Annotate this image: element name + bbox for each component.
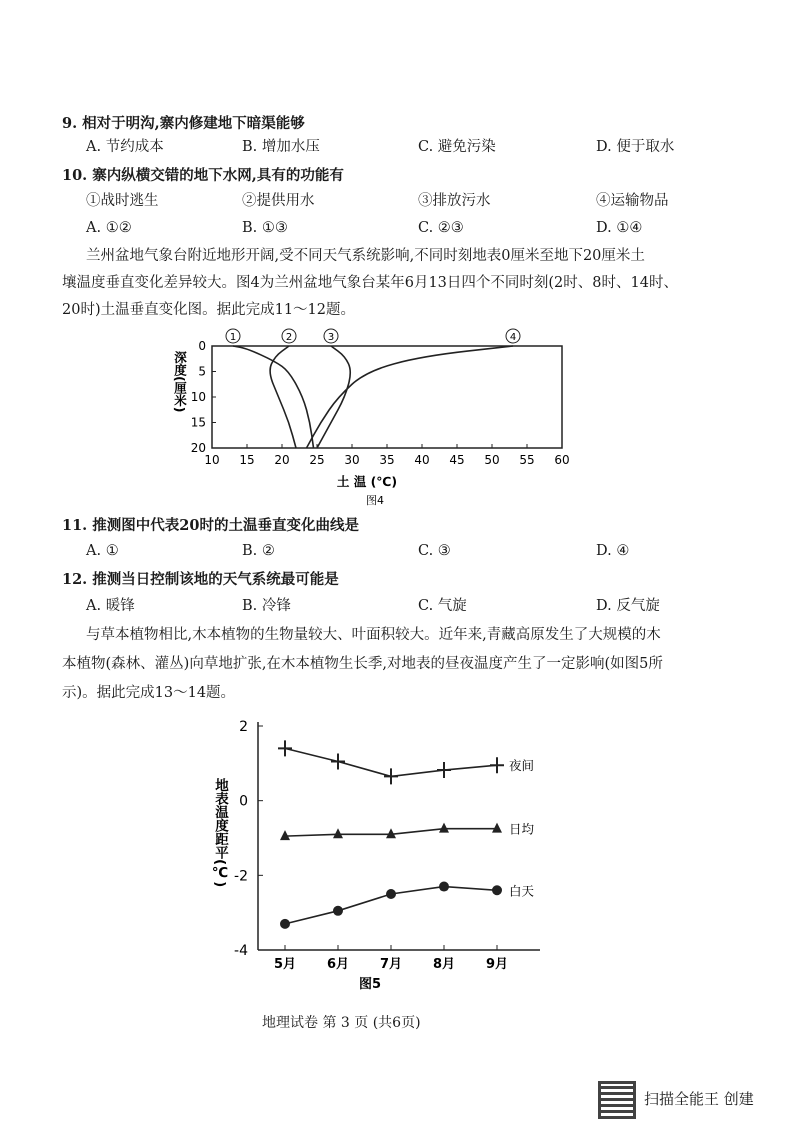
q10-item-4: ④运输物品 [596,193,669,209]
day-marker [333,906,343,916]
q9-option-d: D. 便于取水 [596,139,675,155]
q9-option-c: C. 避免污染 [418,139,496,155]
curve-label: 3 [327,332,335,343]
q11-option-b: B. ② [242,543,275,559]
x-tick-label: 20 [274,453,290,467]
x-tick-label: 5月 [273,957,297,972]
q10-option-c: C. ②③ [418,220,464,236]
q12-stem: 12. 推测当日控制该地的天气系统最可能是 [62,571,339,588]
x-tick-label: 45 [449,453,465,467]
q11-option-d: D. ④ [596,543,630,559]
q11-stem: 11. 推测图中代表20时的土温垂直变化曲线是 [62,517,359,534]
passage1-line-2: 壤温度垂直变化差异较大。图4为兰州盆地气象台某年6月13日四个不同时刻(2时、8时、14时、 [62,275,678,291]
series-label: 白天 [509,883,535,899]
q9-option-a: A. 节约成本 [86,139,164,155]
day-marker [492,885,502,895]
average-marker [280,830,290,840]
night-marker [384,768,398,784]
y-tick-label: -4 [234,943,248,959]
night-marker [437,762,451,778]
q9-stem: 9. 相对于明沟,寨内修建地下暗渠能够 [62,115,305,132]
x-tick-label: 10 [204,453,220,467]
watermark-text: 扫描全能王 创建 [644,1090,754,1108]
figure-5-surface-temp-chart [200,710,580,1000]
y-axis-label: 深度(厘米) [172,351,188,413]
day-marker [280,919,290,929]
y-tick-label: 5 [198,364,206,379]
x-tick-label: 7月 [379,957,403,972]
y-tick-label: 2 [239,719,248,735]
y-tick-label: 0 [198,339,206,353]
figure-4-soil-temp-chart [160,326,590,516]
night-marker [331,753,345,769]
q11-option-a: A. ① [86,543,119,559]
x-tick-label: 15 [239,453,255,467]
q12-option-d: D. 反气旋 [596,598,660,614]
figure-caption: 图4 [366,494,384,507]
x-tick-label: 35 [379,453,395,467]
x-tick-label: 50 [484,453,500,467]
average-marker [333,828,343,838]
q12-option-c: C. 气旋 [418,598,467,614]
y-tick-label: 0 [239,793,248,810]
x-tick-label: 25 [309,453,325,467]
curve-label: 4 [509,332,517,343]
q10-option-d: D. ①④ [596,220,643,236]
x-tick-label: 6月 [326,957,350,972]
y-tick-label: 10 [190,390,206,404]
average-marker [439,823,449,833]
passage1-line-3: 20时)土温垂直变化图。据此完成11～12题。 [62,302,356,318]
series-label: 日均 [509,821,535,837]
curve-label: 2 [285,332,293,343]
x-tick-label: 60 [554,453,570,467]
x-tick-label: 8月 [432,957,456,972]
q10-item-3: ③排放污水 [418,193,491,209]
day-marker [439,882,449,892]
passage2-line-3: 示)。据此完成13～14题。 [62,685,236,701]
x-tick-label: 40 [414,453,430,467]
y-tick-label: 15 [190,415,206,430]
q10-stem: 10. 寨内纵横交错的地下水网,具有的功能有 [62,167,344,184]
x-axis-label: 土 温 (℃) [336,474,398,489]
curve-3 [317,346,350,448]
y-axis-label: 地表温度距平(℃) [212,778,228,888]
y-tick-label: 20 [190,441,206,455]
night-marker [490,757,504,773]
series-label: 夜间 [509,758,535,774]
curve-label: 1 [229,332,237,343]
y-tick-label: -2 [234,868,248,885]
qr-code [598,1081,636,1119]
q11-option-c: C. ③ [418,543,451,559]
plot-frame [212,346,562,448]
page-footer: 地理试卷 第 3 页 (共6页) [262,1015,421,1031]
day-marker [386,889,396,899]
x-tick-label: 30 [344,453,360,467]
night-marker [278,740,292,756]
q10-item-2: ②提供用水 [242,193,315,209]
passage2-line-1: 与草本植物相比,木本植物的生物量较大、叶面积较大。近年来,青藏高原发生了大规模的木 [86,627,661,643]
q10-option-a: A. ①② [86,220,132,236]
q12-option-a: A. 暖锋 [86,598,135,614]
x-tick-label: 9月 [485,957,509,972]
passage1-line-1: 兰州盆地气象台附近地形开阔,受不同天气系统影响,不同时刻地表0厘米至地下20厘米土 [86,248,645,264]
x-tick-label: 55 [519,453,535,467]
figure-caption: 图5 [358,977,382,992]
curve-4 [307,346,514,448]
average-marker [492,823,502,833]
passage2-line-2: 本植物(森林、灌丛)向草地扩张,在木本植物生长季,对地表的昼夜温度产生了一定影响(如图5所 [62,656,663,672]
q10-item-1: ①战时逃生 [86,193,159,209]
q12-option-b: B. 冷锋 [242,598,291,614]
q10-option-b: B. ①③ [242,220,288,236]
q9-option-b: B. 增加水压 [242,139,320,155]
